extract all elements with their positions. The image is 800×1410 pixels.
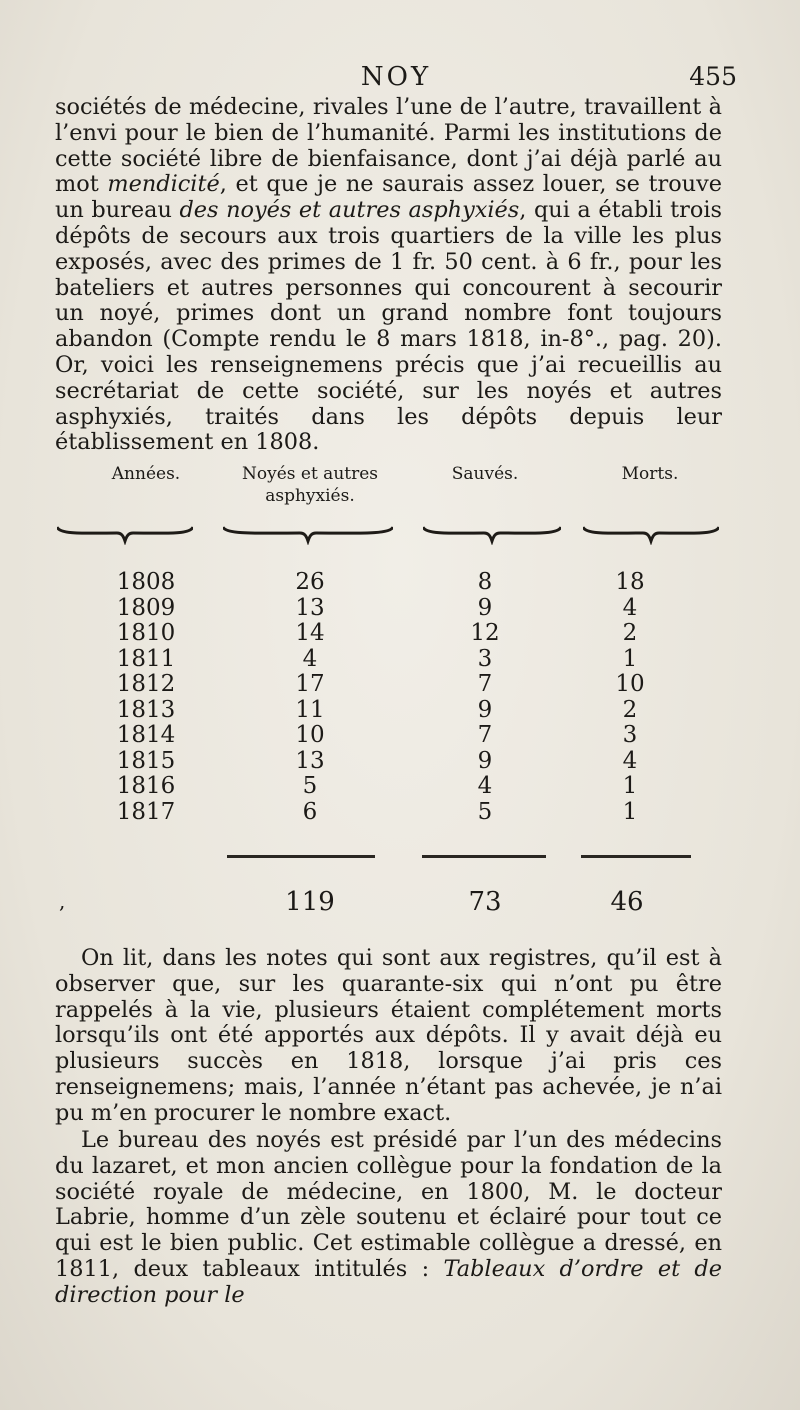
cell-saved: 3 (477, 645, 493, 672)
total-rule-saved (422, 855, 546, 858)
total-row-mark: , (59, 889, 66, 913)
cell-drowned: 5 (302, 773, 318, 799)
cell-dead: 2 (622, 620, 638, 646)
paragraph-notes (55, 946, 722, 1127)
cell-saved: 4 (477, 773, 493, 799)
cell-dead: 1 (622, 773, 638, 799)
cell-saved: 7 (477, 671, 493, 697)
header-brace-drowned (223, 525, 393, 545)
text-run: Le bureau des noyés est présidé par l’un des médecins du lazaret, et mon ancien collègue pour la fondation de la société royale de médecine, en 1800, M. le docteur Labrie, homme d’un zèle soutenu et éclairé pour tout ce qui est le bien public. Cet estimable collègue a dressé, en 1811, deux tableaux intitulés : (55, 1127, 722, 1282)
column-header-drowned: Noyés et autres asphyxiés. (241, 464, 379, 506)
cell-saved: 5 (477, 798, 493, 825)
cell-drowned: 6 (302, 798, 318, 825)
cell-dead: 4 (622, 747, 638, 774)
column-header-years: Années. (111, 464, 181, 484)
cell-drowned: 26 (295, 569, 325, 595)
total-saved: 73 (468, 887, 502, 917)
cell-drowned: 13 (295, 594, 325, 621)
column-header-dead: Morts. (621, 464, 679, 484)
text-run: , et que je ne saurais assez louer, se trouve un bureau (55, 171, 722, 224)
cell-dead: 1 (622, 798, 638, 825)
cell-year: 1809 (116, 594, 176, 621)
total-rule-drowned (227, 855, 375, 858)
cell-saved: 7 (477, 722, 493, 748)
header-brace-dead (583, 525, 719, 545)
cell-year: 1817 (116, 798, 176, 825)
italic-run: Tableaux d’ordre et de direction pour le (55, 1255, 722, 1308)
paragraph-notes-text: On lit, dans les notes qui sont aux registres, qu’il est à observer que, sur les quarante-six qui n’ont pu être rappelés à la vie, plusieurs étaient complétement morts lorsqu’ils ont été apportés aux dépôts. Il y avait déjà eu plusieurs succès en 1818, lorsque j’ai pris ces renseignemens; mais, l’année n’étant pas achevée, je n’ai pu m’en procurer le nombre exact. (55, 945, 722, 1126)
italic-run: mendicité (107, 171, 220, 198)
page-number: 455 (689, 62, 737, 91)
header-brace-years (57, 525, 193, 545)
cell-drowned: 4 (302, 645, 318, 672)
cell-year: 1812 (116, 671, 176, 697)
cell-year: 1811 (116, 645, 176, 672)
paragraph-bureau-text (55, 1128, 722, 1309)
cell-year: 1813 (116, 696, 176, 723)
cell-dead: 4 (622, 594, 638, 621)
cell-drowned: 11 (295, 696, 325, 723)
cell-dead: 10 (615, 671, 645, 697)
cell-saved: 9 (477, 594, 493, 621)
cell-dead: 3 (622, 722, 638, 748)
cell-dead: 1 (622, 645, 638, 672)
cell-year: 1816 (116, 773, 176, 799)
text-run: , qui a établi trois dépôts de secours aux trois quartiers de la ville les plus exposés, avec des primes de 1 fr. 50 cent. à 6 fr., pour les bateliers et autres personnes qui concourent à secourir un noyé, primes dont un grand nombre font toujours abandon (Compte rendu le 8 mars 1818, in-8°., pag. 20). Or, voici les renseignemens précis que j’ai recueillis au secrétariat de cette société, sur les noyés et autres asphyxiés, traités dans les dépôts depuis leur établissement en 1808. (55, 197, 722, 456)
page-header (55, 62, 737, 98)
italic-run: des noyés et autres asphyxiés (179, 197, 520, 224)
cell-drowned: 14 (295, 620, 325, 646)
paragraph-bureau (55, 1128, 722, 1309)
cell-year: 1815 (116, 747, 176, 774)
total-dead: 46 (610, 887, 644, 917)
total-drowned: 119 (285, 887, 335, 917)
statistics-table (55, 455, 722, 930)
total-rule-dead (581, 855, 691, 858)
running-head: NOY (360, 62, 432, 92)
paragraph-intro (55, 95, 722, 456)
paragraph-intro-text (55, 95, 722, 456)
cell-saved: 8 (477, 569, 493, 595)
cell-drowned: 10 (295, 722, 325, 748)
cell-year: 1808 (116, 569, 176, 595)
cell-dead: 18 (615, 569, 645, 595)
column-header-saved: Sauvés. (451, 464, 519, 484)
text-run: sociétés de médecine, rivales l’une de l’autre, travaillent à l’envi pour le bien de l’humanité. Parmi les institutions de cette société libre de bienfaisance, dont j’ai déjà parlé au mot (55, 94, 722, 198)
cell-saved: 9 (477, 696, 493, 723)
cell-saved: 12 (470, 620, 500, 646)
cell-drowned: 13 (295, 747, 325, 774)
cell-year: 1810 (116, 620, 176, 646)
header-brace-saved (423, 525, 561, 545)
cell-drowned: 17 (295, 671, 325, 697)
cell-dead: 2 (622, 696, 638, 723)
cell-saved: 9 (477, 747, 493, 774)
cell-year: 1814 (116, 722, 176, 748)
